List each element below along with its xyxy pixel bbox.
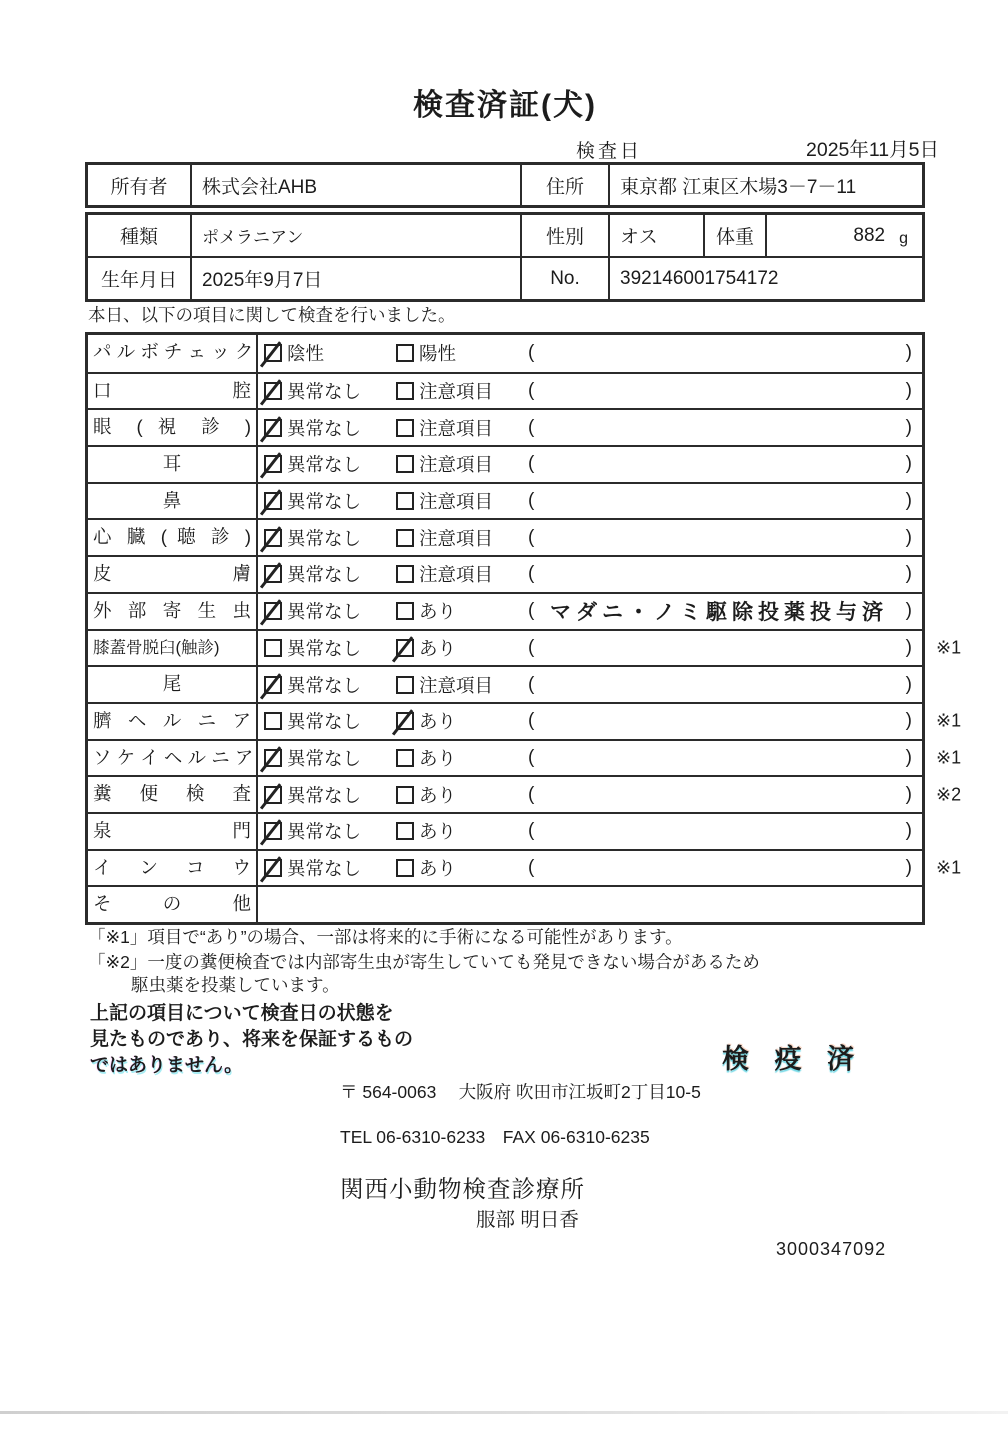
paren-close: ) (905, 526, 912, 548)
table-row-umbilical-hernia (88, 702, 962, 739)
footnote-2-continued: 駆虫薬を投薬しています。 (131, 975, 340, 995)
row-options (258, 667, 922, 702)
checkbox-negative[interactable] (264, 344, 282, 362)
paren-close: ) (905, 710, 912, 732)
scan-artifact-line (0, 1411, 1008, 1414)
clinic-name: 関西小動物検査診療所 (340, 1176, 585, 1202)
item-label: 臍 ヘ ル ニ ア (88, 704, 258, 739)
sex-value: オス (608, 215, 703, 256)
examination-table (85, 332, 962, 925)
table-row-inguinal-hernia (88, 739, 962, 776)
option-negative (264, 340, 324, 366)
row-note: マダニ・ノミ駆除投薬投与済 (550, 601, 888, 625)
weight-value-cell (765, 215, 922, 256)
option-caution (396, 488, 493, 514)
checkbox-caution[interactable] (396, 382, 414, 400)
table-row-eyes (88, 408, 922, 445)
disclaimer-line-2: 見たものであり、将来を保証するもの (90, 1029, 414, 1050)
paren-close: ) (905, 342, 912, 364)
weight-value: 882 (853, 224, 886, 246)
owner-address-table (85, 162, 925, 208)
checkbox-positive[interactable] (396, 344, 414, 362)
option-label: 異常なし (287, 784, 362, 806)
option-label: あり (419, 711, 457, 733)
row-remark: ※1 (936, 710, 962, 731)
option-label: 注意項目 (419, 454, 494, 476)
table-row (88, 256, 922, 299)
paren-close: ) (905, 746, 912, 768)
option-normal (264, 635, 361, 661)
option-label: 異常なし (287, 821, 362, 843)
row-options (258, 374, 922, 409)
option-normal (264, 818, 361, 844)
option-label: 注意項目 (419, 491, 494, 513)
option-caution (396, 525, 493, 551)
option-label: 陽性 (419, 343, 457, 365)
option-label: 異常なし (287, 711, 362, 733)
table-row (88, 215, 922, 256)
option-label: 注意項目 (419, 527, 494, 549)
checkbox-caution[interactable] (396, 492, 414, 510)
table-row-fontanelle (88, 812, 922, 849)
birthdate-value: 2025年9月7日 (190, 258, 520, 299)
checkbox-present[interactable] (396, 822, 414, 840)
checkbox-caution[interactable] (396, 455, 414, 473)
paren-open: ( (528, 342, 535, 364)
option-normal (264, 708, 361, 734)
option-label: あり (419, 821, 457, 843)
option-normal (264, 745, 361, 771)
row-options (258, 631, 922, 666)
paren-open: ( (528, 673, 535, 695)
checkbox-caution[interactable] (396, 419, 414, 437)
paren-close: ) (905, 416, 912, 438)
checkbox-normal[interactable] (264, 419, 282, 437)
address-value: 東京都 江東区木場3－7－11 (608, 165, 922, 205)
option-label: 異常なし (287, 637, 362, 659)
option-label: 注意項目 (419, 674, 494, 696)
sex-label: 性別 (520, 215, 608, 256)
checkbox-normal[interactable] (264, 602, 282, 620)
option-label: あり (419, 857, 457, 879)
weight-label: 体重 (703, 215, 765, 256)
checkbox-present[interactable] (396, 859, 414, 877)
item-label: 皮 膚 (88, 557, 258, 592)
table-row-tail (88, 665, 922, 702)
paren-close: ) (905, 673, 912, 695)
page-title: 検査済証(犬) (413, 89, 597, 122)
table-row-fecal-exam (88, 775, 962, 812)
item-label: 糞 便 検 査 (88, 777, 258, 812)
option-present (396, 855, 456, 881)
paren-open: ( (528, 710, 535, 732)
option-caution (396, 561, 493, 587)
checkbox-caution[interactable] (396, 676, 414, 694)
option-label: 陰性 (287, 343, 325, 365)
option-label: 異常なし (287, 601, 362, 623)
option-normal (264, 598, 361, 624)
disclaimer-line-1: 上記の項目について検査日の状態を (90, 1003, 394, 1024)
option-normal (264, 561, 361, 587)
table-row (88, 165, 922, 205)
owner-value: 株式会社AHB (190, 165, 520, 205)
paren-close: ) (905, 563, 912, 585)
row-options (258, 447, 922, 482)
item-label: 外 部 寄 生 虫 (88, 594, 258, 629)
disclaimer-statement (90, 1001, 413, 1079)
table-row-skin (88, 555, 922, 592)
table-row-parvo-check (88, 335, 922, 372)
option-label: あり (419, 637, 457, 659)
paren-close: ) (905, 636, 912, 658)
checkbox-normal[interactable] (264, 786, 282, 804)
row-remark: ※1 (936, 857, 962, 878)
paren-open: ( (528, 416, 535, 438)
option-normal (264, 488, 361, 514)
option-normal (264, 672, 361, 698)
disclaimer-line-3: ではありません。 (90, 1055, 244, 1076)
item-label: 泉 門 (88, 814, 258, 849)
option-normal (264, 782, 361, 808)
option-label: あり (419, 601, 457, 623)
paren-close: ) (905, 453, 912, 475)
breed-value: ポメラニアン (190, 215, 520, 256)
checkbox-normal[interactable] (264, 492, 282, 510)
checkbox-normal[interactable] (264, 712, 282, 730)
quarantine-stamp: 検 疫 済 (722, 1044, 864, 1074)
table-row-ears (88, 445, 922, 482)
staff-name: 服部 明日香 (476, 1209, 579, 1231)
table-row-patella (88, 629, 962, 666)
table-row-other (88, 885, 922, 922)
option-normal (264, 378, 361, 404)
option-normal (264, 415, 361, 441)
paren-close: ) (905, 490, 912, 512)
item-label: 眼 ( 視 診 ) (88, 410, 258, 445)
paren-open: ( (528, 600, 535, 622)
option-label: 異常なし (287, 674, 362, 696)
footnote-1: 「※1」項目で“あり”の場合、一部は将来的に手術になる可能性があります。 (88, 927, 683, 947)
option-label: あり (419, 784, 457, 806)
address-label: 住所 (520, 165, 608, 205)
item-label: ソ ケ イ ヘ ル ニ ア (88, 741, 258, 776)
checkbox-normal[interactable] (264, 822, 282, 840)
checkbox-normal[interactable] (264, 859, 282, 877)
number-label: No. (520, 258, 608, 299)
row-options (258, 741, 922, 776)
checkbox-normal[interactable] (264, 382, 282, 400)
row-remark: ※1 (936, 747, 962, 768)
checkbox-present[interactable] (396, 712, 414, 730)
table-row-heart (88, 518, 922, 555)
option-label: 異常なし (287, 527, 362, 549)
option-label: 異常なし (287, 857, 362, 879)
paren-close: ) (905, 380, 912, 402)
option-normal (264, 451, 361, 477)
breed-label: 種類 (119, 227, 158, 248)
clinic-address: 〒 564-0063 大阪府 吹田市江坂町2丁目10-5 (340, 1082, 701, 1102)
intro-sentence: 本日、以下の項目に関して検査を行いました。 (88, 305, 456, 325)
paren-open: ( (528, 490, 535, 512)
item-label: 膝蓋骨脱臼(触診) (88, 631, 258, 666)
option-present (396, 782, 456, 808)
checkbox-normal[interactable] (264, 749, 282, 767)
paren-open: ( (528, 783, 535, 805)
item-label: 尾 (88, 667, 258, 702)
option-present (396, 745, 456, 771)
option-present (396, 708, 456, 734)
row-options (258, 851, 922, 886)
animal-info-table (85, 212, 925, 302)
birthdate-label: 生年月日 (100, 270, 177, 291)
checkbox-caution[interactable] (396, 565, 414, 583)
option-label: 異常なし (287, 747, 362, 769)
option-present (396, 598, 456, 624)
option-present (396, 635, 456, 661)
item-label: 耳 (88, 447, 258, 482)
option-normal (264, 855, 361, 881)
row-options-empty (258, 887, 922, 922)
serial-number: 3000347092 (776, 1239, 887, 1259)
row-options (258, 520, 922, 555)
option-label: 異常なし (287, 417, 362, 439)
inspection-date-value: 2025年11月5日 (806, 139, 939, 161)
paren-close: ) (905, 783, 912, 805)
row-options (258, 777, 922, 812)
option-label: 異常なし (287, 564, 362, 586)
checkbox-present[interactable] (396, 602, 414, 620)
row-options (258, 484, 922, 519)
option-caution (396, 672, 493, 698)
option-present (396, 818, 456, 844)
paren-open: ( (528, 526, 535, 548)
table-row-nose (88, 482, 922, 519)
clinic-tel-fax: TEL 06-6310-6233 FAX 06-6310-6235 (340, 1127, 650, 1147)
owner-label: 所有者 (110, 176, 168, 198)
item-label: 口 腔 (88, 374, 258, 409)
option-label: 注意項目 (419, 564, 494, 586)
paren-close: ) (905, 600, 912, 622)
checkbox-normal[interactable] (264, 676, 282, 694)
number-value: 392146001754172 (608, 258, 922, 299)
checkbox-normal[interactable] (264, 529, 282, 547)
paren-open: ( (528, 856, 535, 878)
row-options (258, 814, 922, 849)
option-positive (396, 340, 456, 366)
checkbox-normal[interactable] (264, 565, 282, 583)
row-remark: ※2 (936, 784, 962, 805)
table-row-oral (88, 372, 922, 409)
option-label: あり (419, 747, 457, 769)
checkbox-present[interactable] (396, 786, 414, 804)
paren-open: ( (528, 820, 535, 842)
option-caution (396, 378, 493, 404)
paren-open: ( (528, 453, 535, 475)
paren-open: ( (528, 563, 535, 585)
option-label: 注意項目 (419, 417, 494, 439)
table-row-external-parasites (88, 592, 922, 629)
paren-open: ( (528, 380, 535, 402)
option-label: 異常なし (287, 491, 362, 513)
row-options (258, 704, 922, 739)
option-label: 注意項目 (419, 381, 494, 403)
option-caution (396, 451, 493, 477)
option-caution (396, 415, 493, 441)
option-label: 異常なし (287, 454, 362, 476)
row-options (258, 594, 922, 629)
checkbox-normal[interactable] (264, 455, 282, 473)
item-label: パ ル ボ チ ェ ッ ク (88, 335, 258, 372)
item-label: 鼻 (88, 484, 258, 519)
checkbox-normal[interactable] (264, 639, 282, 657)
inspection-date-label: 検査日 (576, 141, 643, 162)
paren-close: ) (905, 856, 912, 878)
row-options (258, 335, 922, 372)
checkbox-present[interactable] (396, 639, 414, 657)
paren-close: ) (905, 820, 912, 842)
paren-open: ( (528, 636, 535, 658)
item-label: そ の 他 (88, 887, 258, 922)
option-label: 異常なし (287, 381, 362, 403)
item-label: イ ン コ ウ (88, 851, 258, 886)
option-normal (264, 525, 361, 551)
table-row-inkou (88, 849, 962, 886)
weight-unit: g (899, 229, 908, 247)
row-remark: ※1 (936, 637, 962, 658)
item-label: 心 臓 ( 聴 診 ) (88, 520, 258, 555)
paren-open: ( (528, 746, 535, 768)
footnote-2: 「※2」一度の糞便検査では内部寄生虫が寄生していても発見できない場合があるため (88, 952, 760, 972)
row-options (258, 410, 922, 445)
row-options (258, 557, 922, 592)
checkbox-caution[interactable] (396, 529, 414, 547)
checkbox-present[interactable] (396, 749, 414, 767)
